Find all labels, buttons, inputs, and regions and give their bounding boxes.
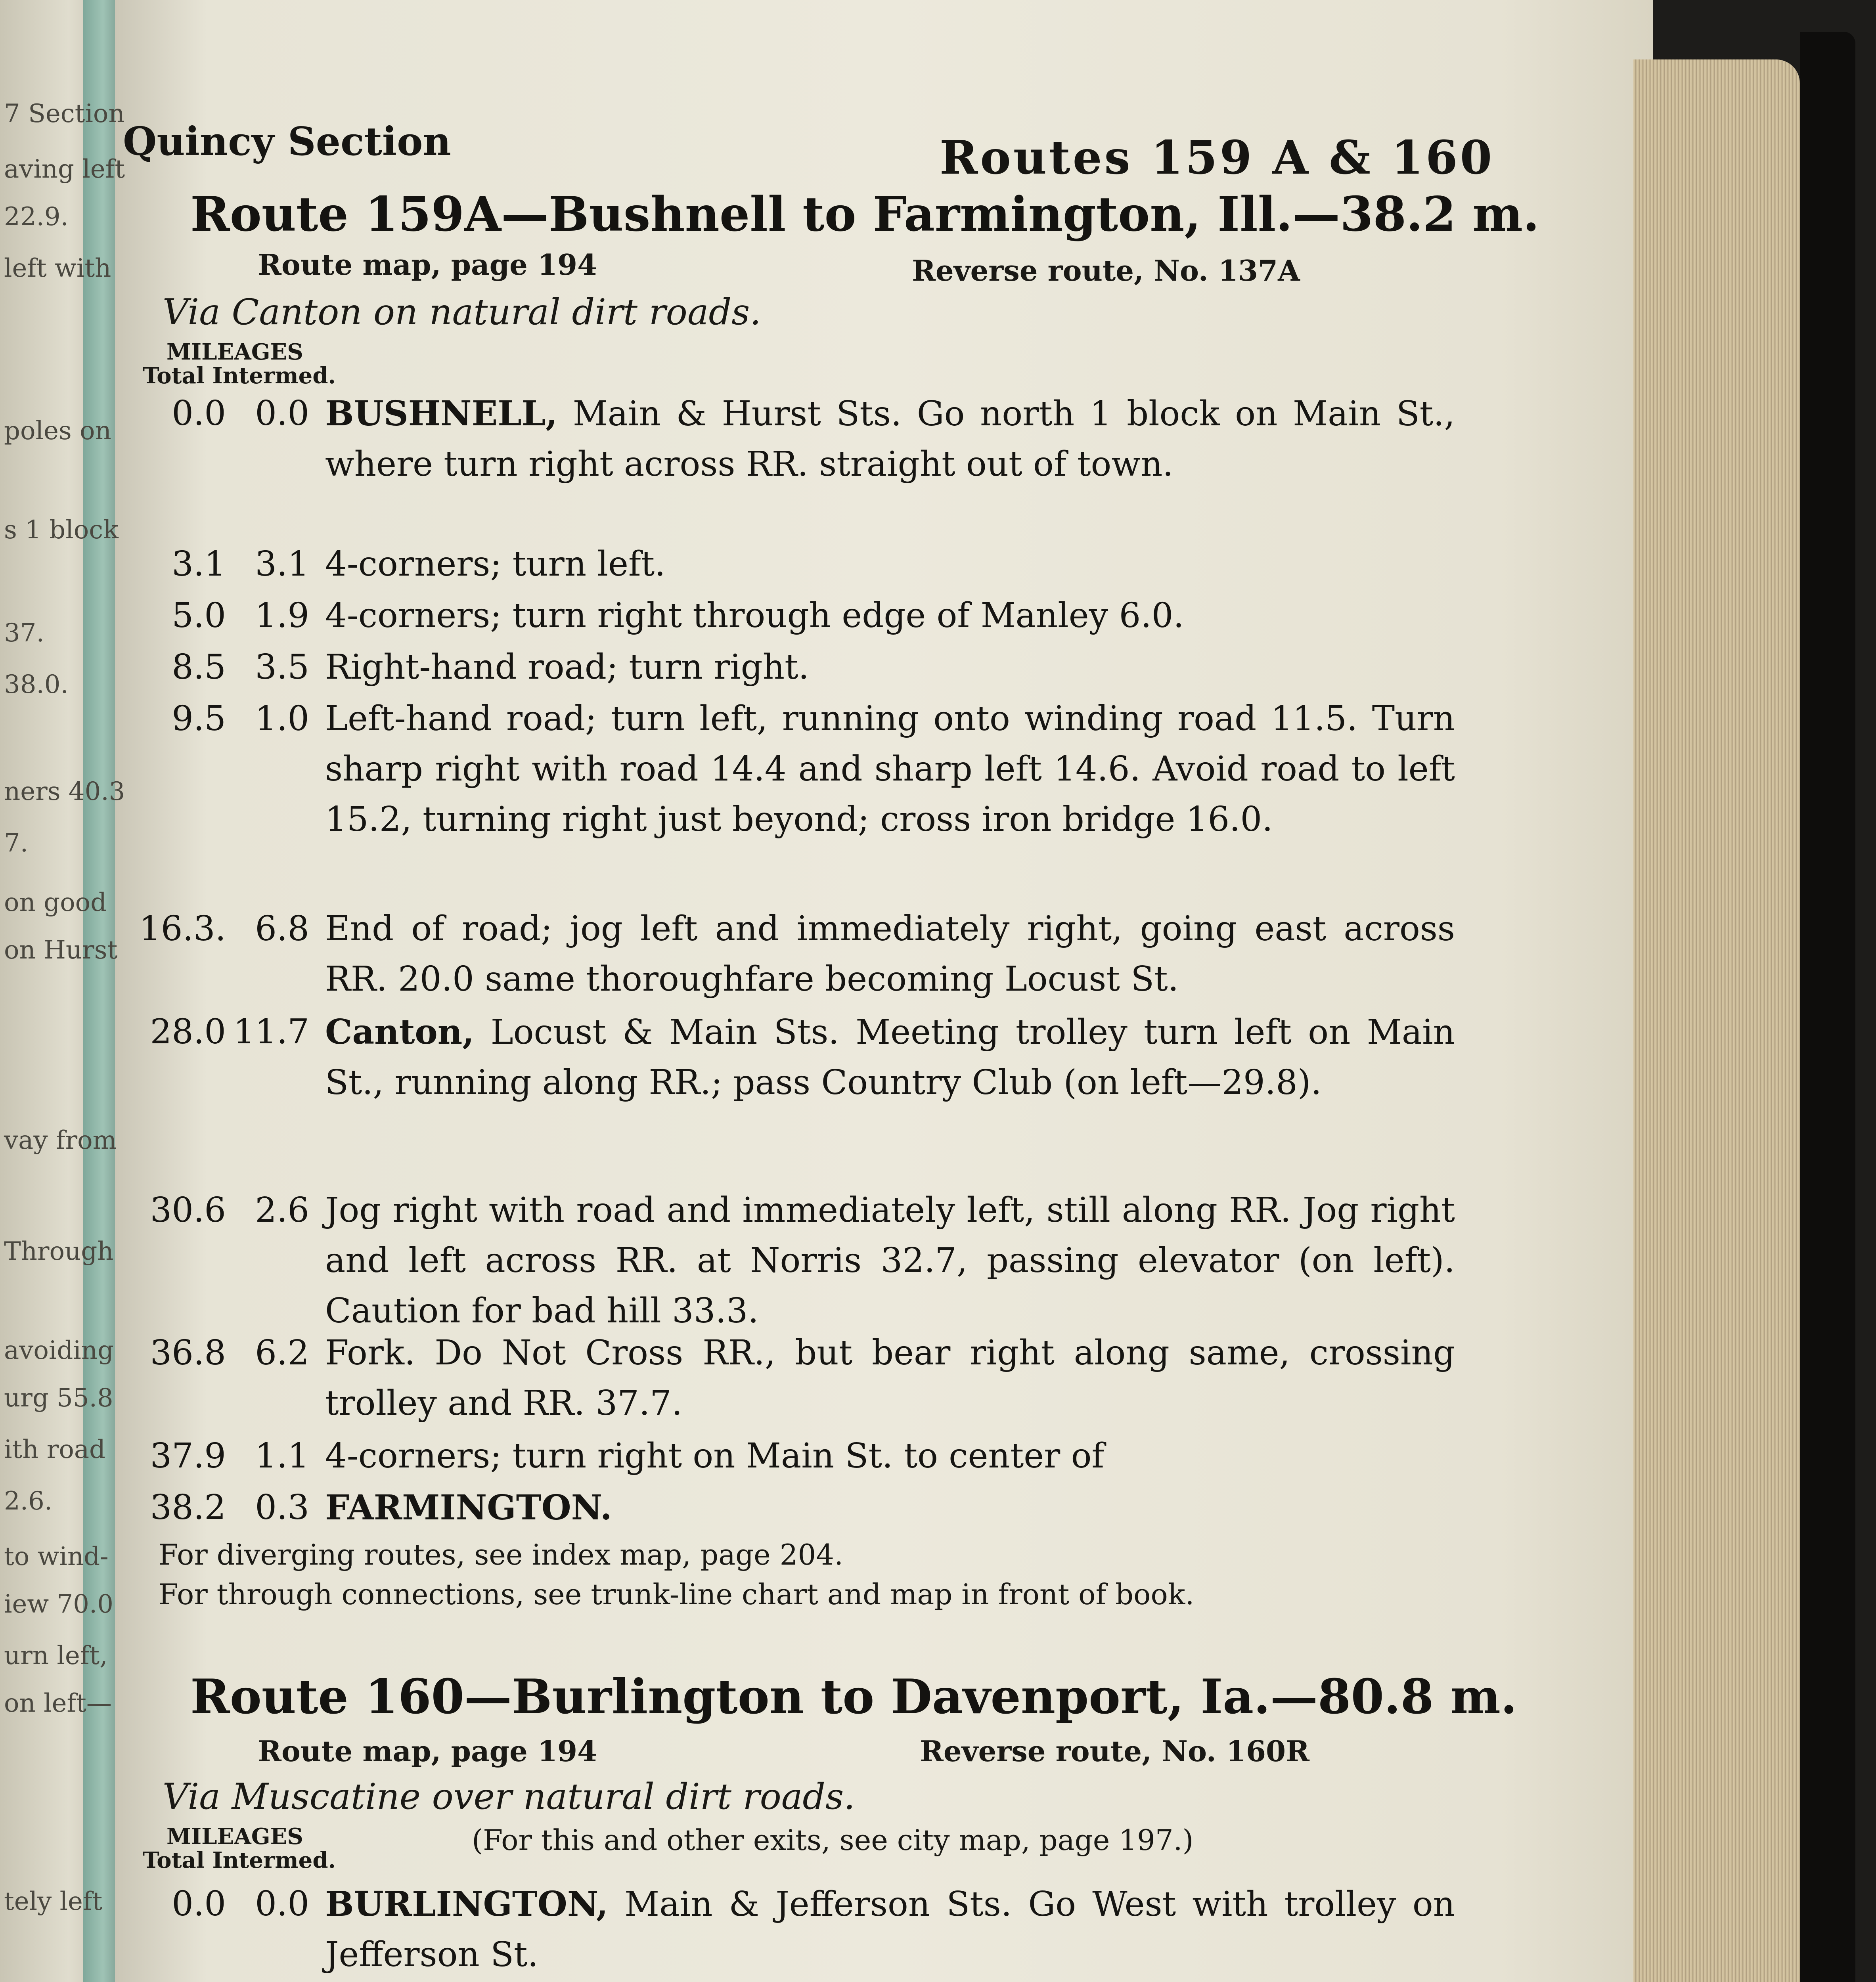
prev-page-fragment: vay from	[4, 1126, 117, 1155]
prev-page-fragment: on good	[4, 888, 107, 917]
total-mileage: 8.5	[172, 647, 226, 687]
route-160-reverse-ref: Reverse route, No. 160R	[920, 1734, 1309, 1768]
direction-text	[325, 642, 1455, 693]
intermediate-mileage	[230, 1978, 309, 1982]
intermediate-mileage: 6.2	[255, 1333, 309, 1373]
route-160-map-ref: Route map, page 194	[258, 1734, 597, 1768]
total-mileage: 36.8	[150, 1333, 226, 1373]
direction-text	[325, 1879, 1455, 1980]
total-mileage: 30.6	[150, 1190, 226, 1230]
routes-header: Routes 159 A & 160	[940, 131, 1495, 185]
place-name: BUSHNELL,	[325, 394, 558, 434]
total-mileage: 37.9	[150, 1436, 226, 1476]
prev-page-fragment: ith road	[4, 1435, 105, 1464]
place-name: FARMINGTON.	[325, 1488, 612, 1528]
total-mileage: 28.0	[150, 1012, 226, 1052]
direction-text	[325, 1978, 1455, 1982]
prev-page-fragment: on Hurst	[4, 936, 118, 965]
total-mileage: 9.5	[172, 699, 226, 738]
place-name: Canton,	[325, 1012, 475, 1052]
direction-body: 4-corners; turn right through edge of Manley 6.0.	[325, 596, 1184, 635]
route-160-mileages-cols: Total Intermed.	[143, 1847, 336, 1873]
direction-text	[325, 904, 1455, 1004]
prev-page-fragment: left with	[4, 254, 111, 283]
direction-body: Main & Jefferson Sts. Go West with trolley on Jefferson St.	[325, 1884, 1455, 1974]
direction-body: Main & Hurst Sts. Go north 1 block on Main St., where turn right across RR. straight out of town.	[325, 394, 1455, 484]
direction-body: Right-hand road; turn right.	[325, 647, 810, 687]
intermediate-mileage: 0.3	[255, 1488, 309, 1527]
direction-text	[325, 388, 1455, 490]
route-159a-footnote-2: For through connections, see trunk-line chart and map in front of book.	[159, 1578, 1195, 1611]
prev-page-fragment: ners 40.3	[4, 777, 125, 806]
prev-page-fragment: aving left	[4, 155, 125, 184]
prev-page-fragment: avoiding	[4, 1336, 114, 1365]
route-159a-reverse-ref: Reverse route, No. 137A	[912, 254, 1300, 287]
section-header: Quincy Section	[123, 119, 451, 165]
route-160-city-ref: (For this and other exits, see city map, page 197.)	[472, 1823, 1194, 1857]
direction-body: Locust & Main Sts. Meeting trolley turn left on Main St., running along RR.; pass Country Club (on left—29.8).	[325, 1012, 1455, 1102]
direction-body: Jog right with road and immediately left, still along RR. Jog right and left across RR. at Norris 32.7, passing elevator (on left). Caution for bad hill 33.3.	[325, 1190, 1455, 1331]
route-159a-via: Via Canton on natural dirt roads.	[163, 291, 761, 333]
intermediate-mileage: 0.0	[255, 1884, 309, 1924]
route-160-mileages-label: MILEAGES	[167, 1823, 303, 1850]
direction-text	[325, 1328, 1455, 1429]
intermediate-mileage: 0.0	[255, 394, 309, 433]
direction-text	[325, 1483, 1455, 1533]
route-160-title: Route 160—Burlington to Davenport, Ia.—80.8 m.	[190, 1669, 1517, 1725]
total-mileage: 0.0	[172, 394, 226, 433]
direction-text	[325, 1007, 1455, 1108]
direction-body: End of road; jog left and immediately right, going east across RR. 20.0 same thoroughfare becoming Locust St.	[325, 909, 1455, 999]
direction-body: 4-corners; turn left.	[325, 544, 666, 584]
intermediate-mileage: 2.6	[255, 1190, 309, 1230]
prev-page-fragment: poles on	[4, 416, 111, 446]
intermediate-mileage: 3.1	[255, 544, 309, 584]
total-mileage: 0.0	[172, 1884, 226, 1924]
prev-page-fragment: 7.	[4, 828, 29, 858]
intermediate-mileage: 1.9	[255, 596, 309, 635]
book-cover	[1800, 32, 1855, 1982]
total-mileage: 3.1	[172, 544, 226, 584]
prev-page-fragment: to wind-	[4, 1542, 109, 1571]
direction-text	[325, 591, 1455, 641]
direction-text	[325, 539, 1455, 589]
prev-page-fragment: on left—	[4, 1689, 112, 1718]
direction-text	[325, 1185, 1455, 1336]
route-159a-title: Route 159A—Bushnell to Farmington, Ill.—38.2 m.	[190, 186, 1539, 242]
prev-page-fragment: Through	[4, 1237, 114, 1266]
direction-text	[325, 1431, 1455, 1481]
prev-page-fragment: 2.6.	[4, 1486, 53, 1516]
prev-page-fragment: 38.0.	[4, 670, 69, 699]
total-mileage	[135, 1978, 226, 1982]
prev-page-fragment: iew 70.0	[4, 1590, 113, 1619]
prev-page-fragment: 37.	[4, 618, 44, 648]
prev-page-fragment: s 1 block	[4, 515, 119, 545]
intermediate-mileage: 3.5	[255, 647, 309, 687]
prev-page-fragment: urn left,	[4, 1641, 108, 1670]
prev-page-fragment: 7 Section	[4, 99, 125, 128]
route-159a-mileages-label: MILEAGES	[167, 339, 303, 365]
prev-page-fragment: urg 55.8	[4, 1383, 113, 1413]
intermediate-mileage: 11.7	[233, 1012, 309, 1052]
route-159a-map-ref: Route map, page 194	[258, 248, 597, 281]
prev-page-fragment: 22.9.	[4, 202, 69, 231]
route-160-via: Via Muscatine over natural dirt roads.	[163, 1776, 855, 1817]
place-name: BURLINGTON,	[325, 1884, 608, 1924]
intermediate-mileage: 6.8	[255, 909, 309, 949]
route-159a-footnote-1: For diverging routes, see index map, page 204.	[159, 1538, 843, 1571]
intermediate-mileage: 1.1	[255, 1436, 309, 1476]
total-mileage: 5.0	[172, 596, 226, 635]
direction-body: Left-hand road; turn left, running onto winding road 11.5. Turn sharp right with road 14.4 and sharp left 14.6. Avoid road to left 15.2, turning right just beyond; cross iron bridge 16.0.	[325, 699, 1455, 839]
route-159a-mileages-cols: Total Intermed.	[143, 363, 336, 389]
intermediate-mileage: 1.0	[255, 699, 309, 738]
total-mileage: 16.3.	[139, 909, 226, 949]
direction-body: 4-corners; turn right on Main St. to center of	[325, 1436, 1105, 1476]
direction-text	[325, 694, 1455, 845]
prev-page-fragment: tely left	[4, 1887, 103, 1916]
total-mileage: 38.2	[150, 1488, 226, 1527]
direction-body: Fork. Do Not Cross RR., but bear right along same, crossing trolley and RR. 37.7.	[325, 1333, 1455, 1423]
page-edges	[1633, 59, 1800, 1982]
